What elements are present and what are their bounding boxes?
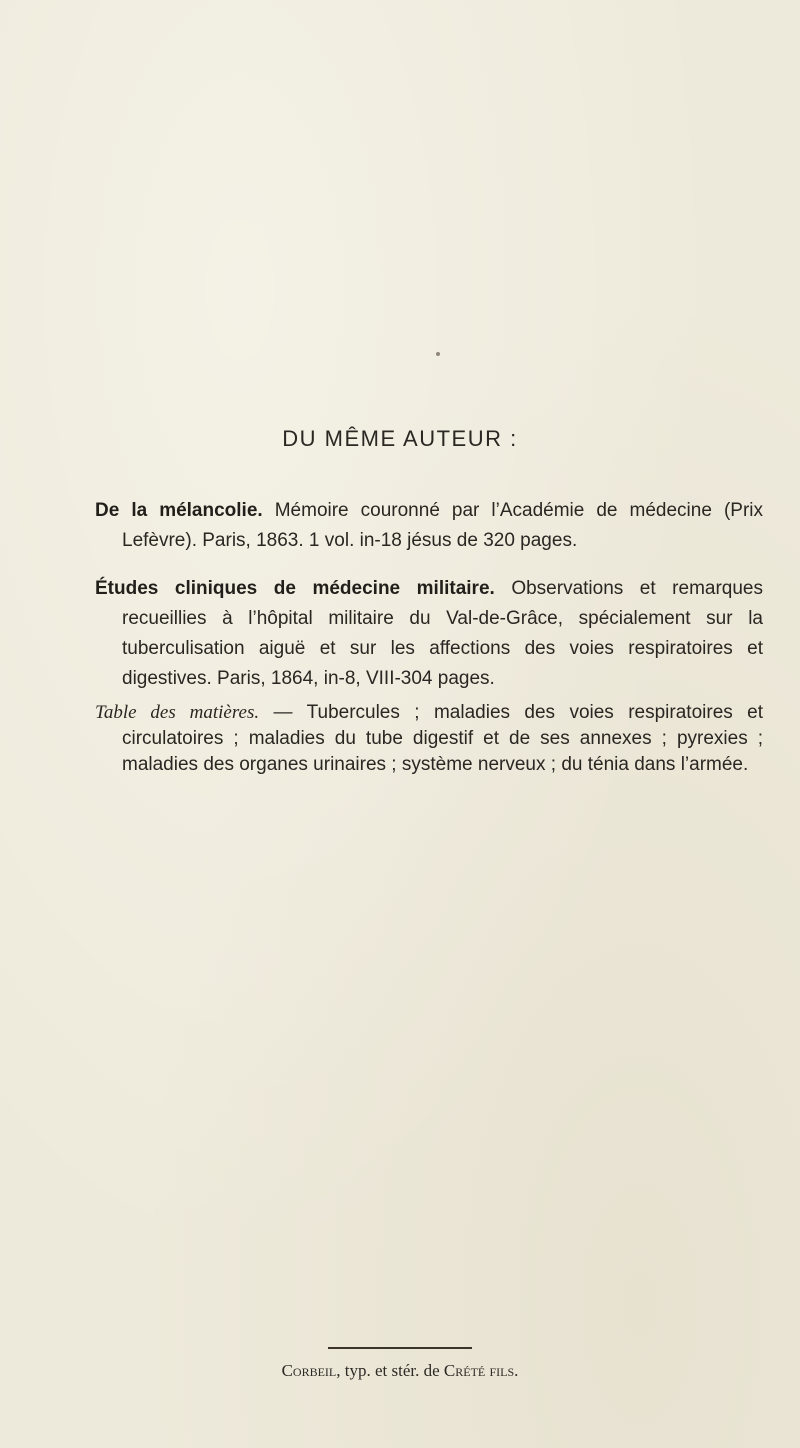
printer-imprint — [0, 1361, 800, 1381]
works-list — [95, 496, 763, 778]
table-of-contents-text: — Tubercules ; maladies des voies respiratoires et circulatoires ; maladies du tube digestif et de ses annexes ; pyrexies ; maladies des organes urinaires ; système nerveux ; du ténia dans l’armée. — [122, 702, 764, 775]
ink-speck — [436, 352, 440, 356]
work-title: Études cliniques de médecine militaire. — [95, 578, 495, 599]
work-description: Mémoire couronné par l’Académie de médecine (Prix Lefèvre). Paris, 1863. 1 vol. in-18 jésus de 320 pages. — [122, 500, 763, 551]
work-entry-melancolie — [95, 496, 763, 556]
page-heading: DU MÊME AUTEUR : — [282, 426, 518, 451]
imprint-end: . — [514, 1361, 519, 1380]
imprint-middle: , typ. et stér. de — [336, 1361, 444, 1380]
table-of-contents-label: Table des matières. — [95, 702, 260, 723]
work-title: De la mélancolie. — [95, 500, 263, 521]
imprint-printer: Crété fils — [443, 1361, 515, 1380]
work-description: Observations et remarques recueillies à l’hôpital militaire du Val-de-Grâce, spécialement sur la tuberculisation aiguë et sur les affections des voies respiratoires et digestives. Paris, 1864, in-8, VIII-304 pages. — [122, 578, 763, 689]
divider-rule — [328, 1347, 472, 1349]
work-entry-etudes-cliniques — [95, 574, 763, 694]
imprint-place: Corbeil — [281, 1361, 337, 1380]
table-of-contents — [95, 700, 763, 778]
